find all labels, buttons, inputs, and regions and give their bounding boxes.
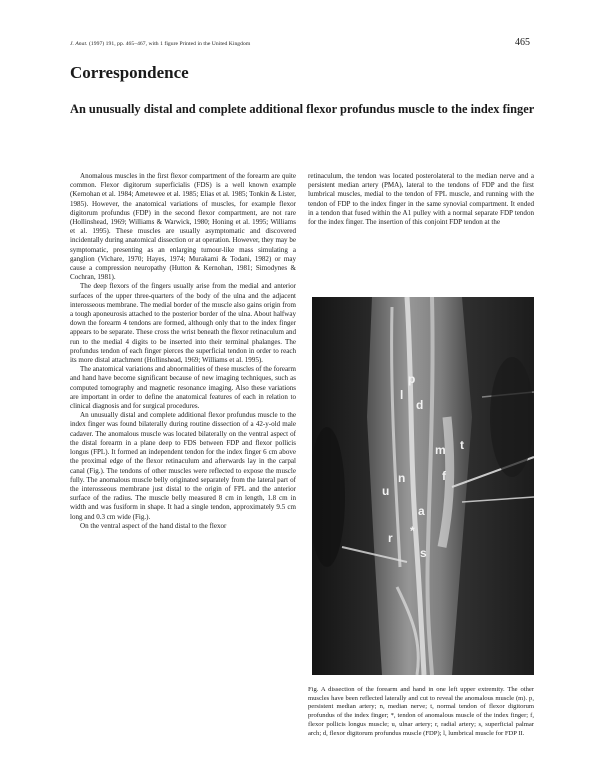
figure-label: a bbox=[418, 504, 425, 518]
figure-label: l bbox=[400, 388, 404, 402]
figure-label: n bbox=[398, 471, 406, 485]
figure-caption: Fig. A dissection of the forearm and hand in one left upper extremity. The other muscles have been reflected laterally and cut to reveal the anomalous muscle (m). p, persistent median artery; n, median nerve; t, normal tendon of flexor digitorum profundus of the index finger; *, tendon of anomalous muscle of the index finger; f, flexor pollicis longus muscle; u, ulnar artery; r, radial artery; s, superficial palmar arch; d, flexor digitorum profundus muscle (FDP); l, lumbrical muscle for FDP II. bbox=[308, 686, 534, 737]
paragraph: The anatomical variations and abnormalities of these muscles of the forearm and hand have become significant because of new imaging techniques, such as computed tomography and magnetic resonance imaging. Also these variations are important in order to define the anatomical features of each in relation to clinical diagnosis and for surgical procedures. bbox=[70, 365, 296, 411]
figure-label: r bbox=[388, 531, 393, 545]
paragraph: retinaculum, the tendon was located posterolateral to the median nerve and a persistent median artery (PMA), lateral to the tendons of FDP and the first lumbrical muscles, medial to the tendon of FPL muscle, and running with the tendon of FDP to the index finger in the same synovial compartment. It ended in a tendon that fused within the A1 pulley with a normal separate FDP tendon for the index finger. The insertion of this conjoint FDP tendon at the bbox=[308, 172, 534, 227]
figure-label: d bbox=[416, 398, 424, 412]
journal-name: J. Anat. bbox=[70, 41, 88, 47]
figure-label: t bbox=[460, 438, 464, 452]
figure-label: m bbox=[435, 443, 446, 457]
dissection-photo-graphic bbox=[312, 297, 534, 675]
citation: (1997) 191, pp. 465–467, with 1 figure Printed in the United Kingdom bbox=[89, 41, 251, 47]
figure-label: f bbox=[442, 469, 446, 483]
body-column-right bbox=[308, 172, 534, 227]
section-title: Correspondence bbox=[70, 63, 189, 82]
body-column-left bbox=[70, 172, 296, 531]
page-number: 465 bbox=[515, 37, 530, 48]
dissection-photo bbox=[312, 297, 534, 675]
paragraph: An unusually distal and complete additional flexor profundus muscle to the index finger was found bilaterally during routine dissection of a 42-y-old male cadaver. The anomalous muscle was located bilaterally on the ventral aspect of the distal forearm in a plane deep to FDS between FDP and flexor pollicis longus (FPL). It formed an independent tendon for the index finger 6 cm above the proximal edge of the flexor retinaculum and afterwards lay in the carpal canal (Fig.). The tendons of other muscles were reflected to expose the muscle fully. The anomalous muscle belly originated separately from the lateral part of the interosseous membrane just distal to the origin of FPL and the anterior surface of the radius. The muscle belly measured 8 cm in length, 1.8 cm in width and was fusiform in shape. It had a single tendon, approximately 9.5 cm long and 0.3 cm wide (Fig.). bbox=[70, 411, 296, 521]
article-title: An unusually distal and complete additional flexor profundus muscle to the index finger bbox=[70, 102, 535, 116]
figure-label: u bbox=[382, 484, 390, 498]
figure-label: s bbox=[420, 546, 427, 560]
figure-label: * bbox=[410, 524, 415, 538]
paragraph: The deep flexors of the fingers usually arise from the medial and anterior surfaces of the upper three-quarters of the body of the ulna and the adjacent interosseous membrane. The medial border of the muscle also gains origin from a tough aponeurosis attached to the posterior border of the ulna. About halfway down the forearm 4 tendons are formed, although only that to the index finger appears to be separate. These cross the wrist beneath the flexor retinaculum and run to the medial 4 digits to be inserted into their terminal phalanges. The profundus tendon of each finger pierces the superficial tendon in order to reach its more distal attachment (Hollinshead, 1969; Williams et al. 1995). bbox=[70, 282, 296, 365]
figure-label: p bbox=[408, 372, 416, 386]
running-header bbox=[70, 41, 250, 47]
paragraph: Anomalous muscles in the first flexor compartment of the forearm are quite common. Flexor digitorum superficialis (FDS) is a well known example (Kernohan et al. 1984; Ametewee et al. 1985; Elias et al. 1985; Tonkin & Lister, 1985). However, the anatomical variations of muscles, for example flexor digitorum profundus (FDP) in the second flexor compartment, are not rare (Hollinshead, 1969; Williams & Warwick, 1980; Honing et al. 1995; Williams et al. 1995). These muscles are usually asymptomatic and discovered incidentally during anatomical dissection or at operation. However, they may be symptomatic, presenting as an enlarging tumour-like mass simulating a ganglion (Vichare, 1970; Hayes, 1974; Murakami & Todani, 1982) or may cause a compression neuropathy (Hutton & Kernohan, 1981; Simodynes & Cochran, 1981). bbox=[70, 172, 296, 282]
paragraph: On the ventral aspect of the hand distal to the flexor bbox=[80, 521, 227, 530]
